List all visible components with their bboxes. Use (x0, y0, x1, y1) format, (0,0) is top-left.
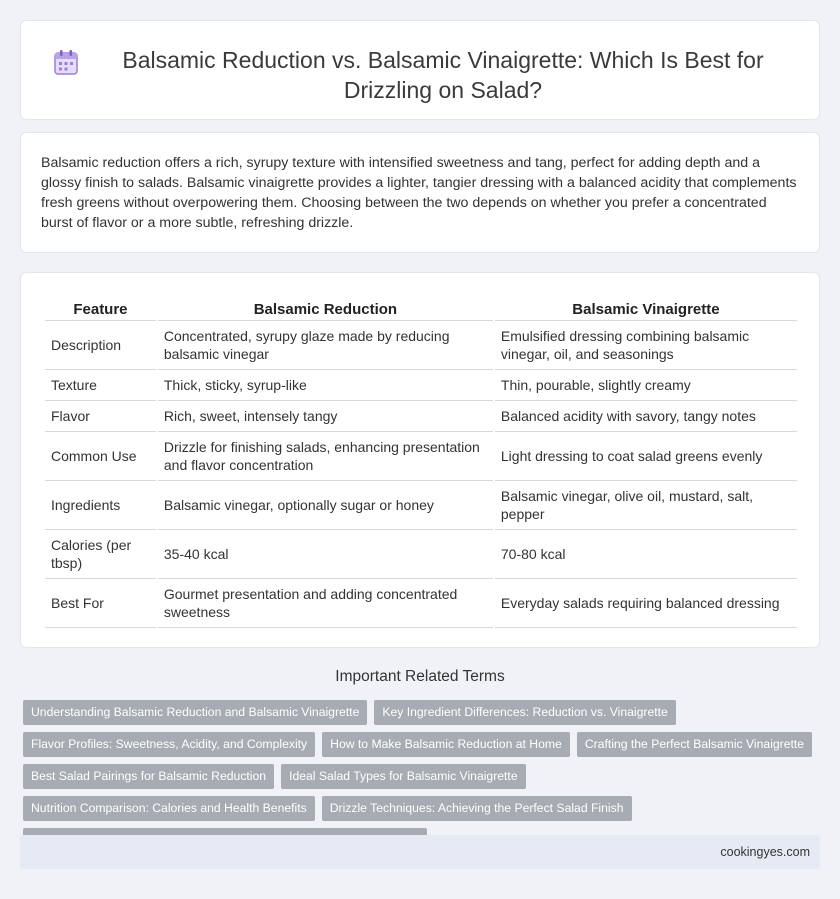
footer (20, 835, 820, 869)
cell-feature: Best For (45, 579, 156, 628)
header-feature: Feature (45, 293, 156, 321)
related-term-tag[interactable]: Key Ingredient Differences: Reduction vs. Vinaigrette (374, 700, 675, 725)
related-terms-heading: Important Related Terms (335, 668, 505, 685)
related-term-tag[interactable]: Crafting the Perfect Balsamic Vinaigrette (577, 732, 812, 757)
cell-reduction: Rich, sweet, intensely tangy (158, 401, 493, 432)
related-term-tag[interactable]: Understanding Balsamic Reduction and Balsamic Vinaigrette (23, 700, 367, 725)
intro-paragraph: Balsamic reduction offers a rich, syrupy texture with intensified sweetness and tang, perfect for adding depth and a glossy finish to salads. Balsamic vinaigrette provides a lighter, tangier dressing with a balanced acidity that complements fresh greens without overpowering them. Choosing between the two depends on whether you prefer a concentrated burst of flavor or a more subtle, refreshing drizzle. (41, 155, 797, 231)
cell-vinaigrette: Balsamic vinegar, olive oil, mustard, salt, pepper (495, 481, 797, 530)
cell-vinaigrette: Light dressing to coat salad greens evenly (495, 432, 797, 481)
cell-vinaigrette: Balanced acidity with savory, tangy notes (495, 401, 797, 432)
table-header-row (45, 293, 797, 321)
cell-feature: Description (45, 321, 156, 370)
table-row (45, 370, 797, 401)
title-card (20, 20, 820, 120)
cell-reduction: Thick, sticky, syrup-like (158, 370, 493, 401)
table-row (45, 321, 797, 370)
cell-vinaigrette: Thin, pourable, slightly creamy (495, 370, 797, 401)
intro-card (20, 132, 820, 253)
header-balsamic-reduction: Balsamic Reduction (158, 293, 493, 321)
footer-site-link[interactable]: cookingyes.com (720, 845, 810, 859)
table-row (45, 530, 797, 579)
related-term-tag[interactable]: Ideal Salad Types for Balsamic Vinaigrette (281, 764, 526, 789)
related-term-tag[interactable]: How to Make Balsamic Reduction at Home (322, 732, 570, 757)
related-term-tag[interactable]: Nutrition Comparison: Calories and Health Benefits (23, 796, 315, 821)
cell-feature: Texture (45, 370, 156, 401)
table-row (45, 481, 797, 530)
cell-feature: Flavor (45, 401, 156, 432)
page-title: Balsamic Reduction vs. Balsamic Vinaigrette: Which Is Best for Drizzling on Salad? (122, 47, 764, 103)
cell-reduction: Balsamic vinegar, optionally sugar or honey (158, 481, 493, 530)
table-row (45, 579, 797, 628)
related-term-tag[interactable]: Flavor Profiles: Sweetness, Acidity, and Complexity (23, 732, 315, 757)
related-term-tag[interactable]: Best Salad Pairings for Balsamic Reduction (23, 764, 274, 789)
header-balsamic-vinaigrette: Balsamic Vinaigrette (495, 293, 797, 321)
cell-feature: Calories (per tbsp) (45, 530, 156, 579)
related-term-tag[interactable]: Drizzle Techniques: Achieving the Perfect Salad Finish (322, 796, 632, 821)
cell-reduction: 35-40 kcal (158, 530, 493, 579)
cell-reduction: Concentrated, syrupy glaze made by reducing balsamic vinegar (158, 321, 493, 370)
comparison-table (43, 293, 799, 628)
cell-reduction: Drizzle for finishing salads, enhancing presentation and flavor concentration (158, 432, 493, 481)
table-row (45, 432, 797, 481)
cell-vinaigrette: Emulsified dressing combining balsamic vinegar, oil, and seasonings (495, 321, 797, 370)
cell-vinaigrette: 70-80 kcal (495, 530, 797, 579)
calendar-icon (51, 47, 81, 77)
cell-reduction: Gourmet presentation and adding concentrated sweetness (158, 579, 493, 628)
cell-vinaigrette: Everyday salads requiring balanced dressing (495, 579, 797, 628)
cell-feature: Ingredients (45, 481, 156, 530)
comparison-table-card (20, 272, 820, 648)
title-row (21, 21, 819, 105)
cell-feature: Common Use (45, 432, 156, 481)
table-row (45, 401, 797, 432)
